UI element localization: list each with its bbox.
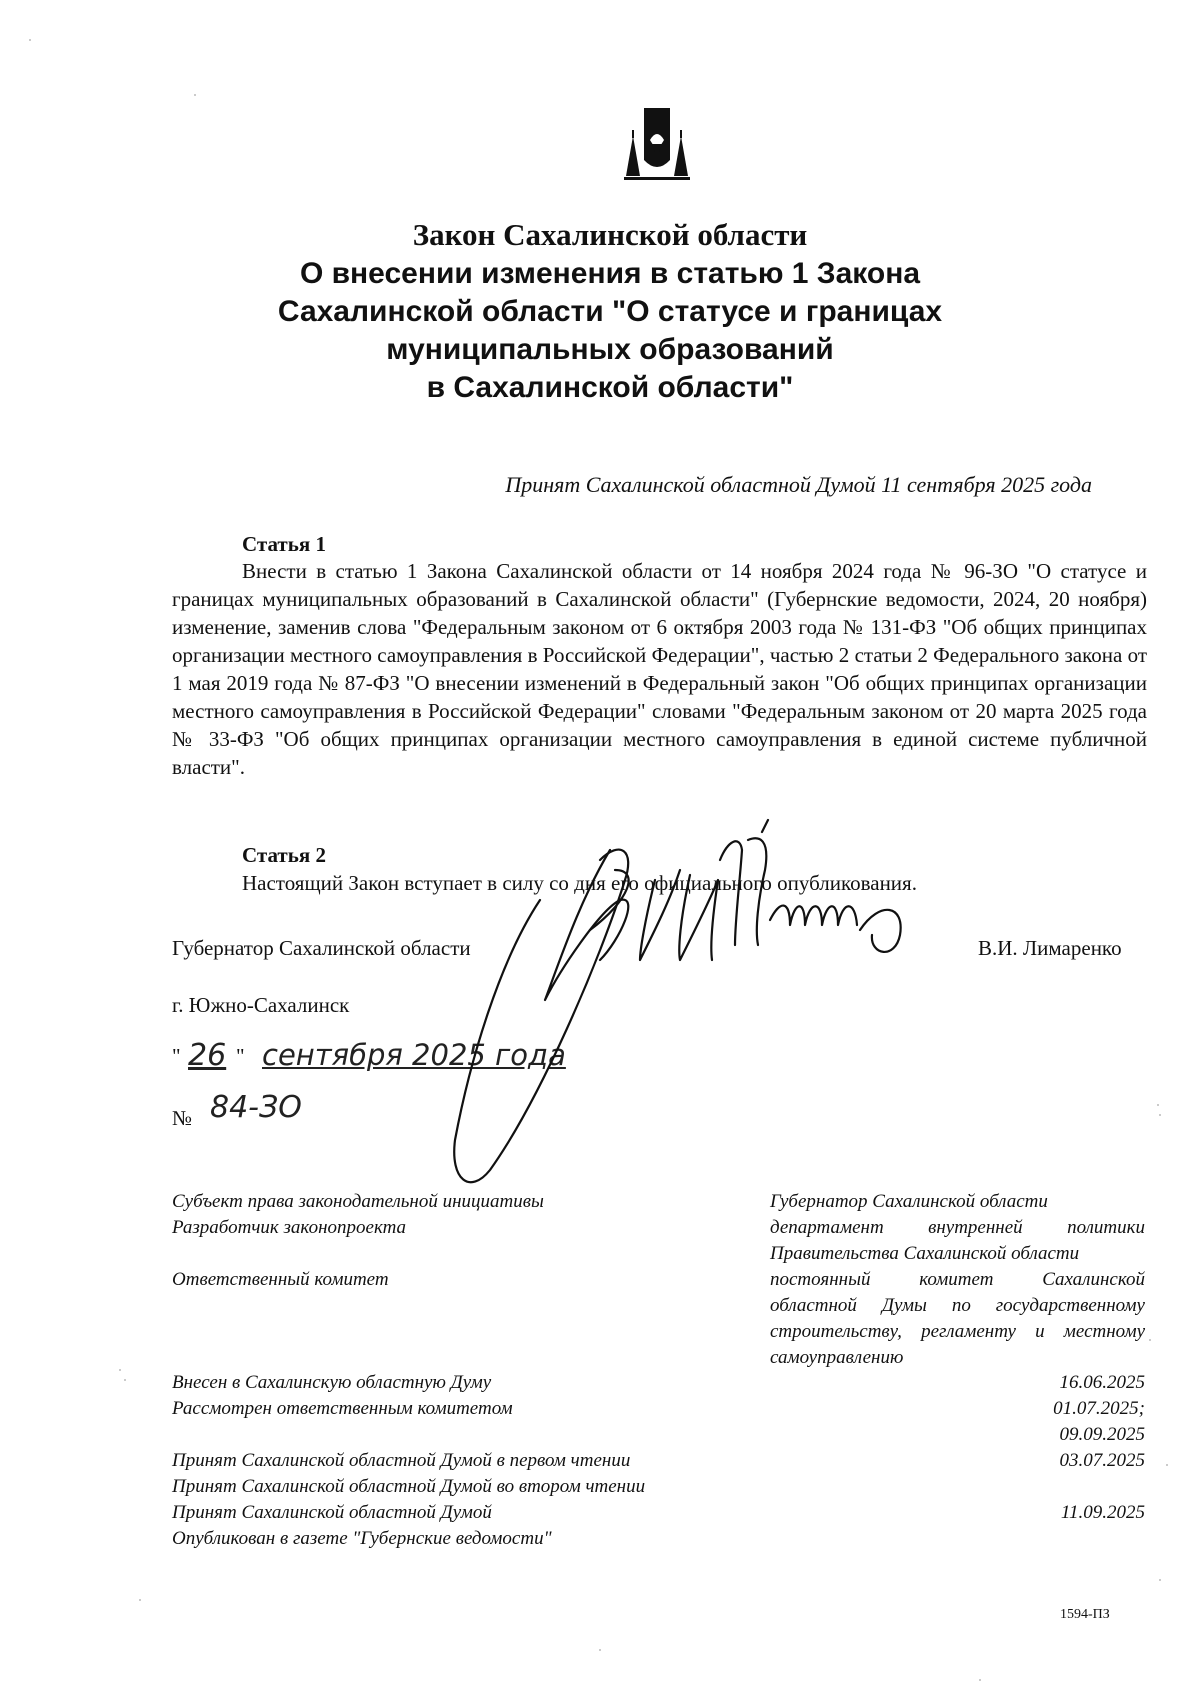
article-1-text	[172, 557, 1147, 781]
meta-initiative-label: Субъект права законодательной инициативы	[172, 1191, 544, 1212]
document-code: 1594-ПЗ	[1060, 1607, 1110, 1622]
article-1-heading: Статья 1	[242, 532, 326, 556]
adoption-note: Принят Сахалинской областной Думой 11 сентября 2025 года	[505, 472, 1092, 497]
article-2-heading: Статья 2	[242, 843, 326, 867]
law-number: 84-ЗО	[210, 1090, 302, 1125]
article-1-body: Внести в статью 1 Закона Сахалинской области от 14 ноября 2024 года № 96-ЗО "О статусе и границах муниципальных образований в Сахалинской области" (Губернские ведомости, 2024, 20 ноября) изменение, заменив слова "Федеральным законом от 6 октября 2003 года № 131-ФЗ "Об общих принципах организации местного самоуправления в Российской Федерации", частью 2 статьи 2 Федерального закона от 1 мая 2019 года № 87-ФЗ "О внесении изменений в Федеральный закон "Об общих принципах организации местного самоуправления в Российской Федерации" словами "Федеральным законом от 20 марта 2025 года № 33-ФЗ "Об общих принципах организации местного самоуправления в единой системе публичной власти".	[172, 559, 1147, 779]
date-adopted: 11.09.2025	[1060, 1502, 1145, 1523]
date-reviewed-2: 09.09.2025	[1059, 1424, 1145, 1445]
title-line-5: в Сахалинской области"	[426, 371, 794, 404]
meta-initiative-value: Губернатор Сахалинской области	[770, 1191, 1048, 1212]
event-second-reading: Принят Сахалинской областной Думой во втором чтении	[172, 1476, 646, 1497]
city: г. Южно-Сахалинск	[172, 993, 350, 1017]
date-submitted: 16.06.2025	[1059, 1372, 1145, 1393]
meta-committee-value: постоянный комитет Сахалинской областной Думы по государственному строительству, регламенту и местному самоуправлению	[770, 1269, 1145, 1368]
date-quote-close: "	[236, 1044, 245, 1068]
event-first-reading: Принят Сахалинской областной Думой в первом чтении	[172, 1450, 631, 1471]
date-month-year: сентября 2025 года	[262, 1038, 566, 1072]
governor-position: Губернатор Сахалинской области	[172, 936, 471, 960]
coat-of-arms-icon	[622, 100, 692, 186]
date-quote-open: "	[172, 1044, 181, 1068]
law-title	[180, 215, 1040, 407]
meta-developer-value: департамент внутренней политики Правительства Сахалинской области	[770, 1217, 1145, 1264]
event-reviewed: Рассмотрен ответственным комитетом	[172, 1398, 513, 1419]
number-label: №	[172, 1106, 193, 1130]
date-day: 26	[188, 1038, 227, 1073]
title-line-1: Закон Сахалинской области	[412, 217, 808, 252]
date-reviewed-1: 01.07.2025;	[1053, 1398, 1145, 1419]
title-line-4: муниципальных образований	[386, 333, 834, 366]
governor-name: В.И. Лимаренко	[978, 936, 1122, 960]
event-submitted: Внесен в Сахалинскую областную Думу	[172, 1372, 492, 1393]
title-line-3: Сахалинской области "О статусе и границах	[277, 295, 943, 328]
meta-developer-label: Разработчик законопроекта	[172, 1217, 407, 1238]
meta-committee-label: Ответственный комитет	[172, 1269, 389, 1290]
date-first-reading: 03.07.2025	[1059, 1450, 1145, 1471]
event-published: Опубликован в газете "Губернские ведомости"	[172, 1528, 552, 1549]
title-line-2: О внесении изменения в статью 1 Закона	[299, 257, 921, 290]
article-2-text: Настоящий Закон вступает в силу со дня его официального опубликования.	[242, 871, 917, 895]
event-adopted: Принят Сахалинской областной Думой	[172, 1502, 492, 1523]
